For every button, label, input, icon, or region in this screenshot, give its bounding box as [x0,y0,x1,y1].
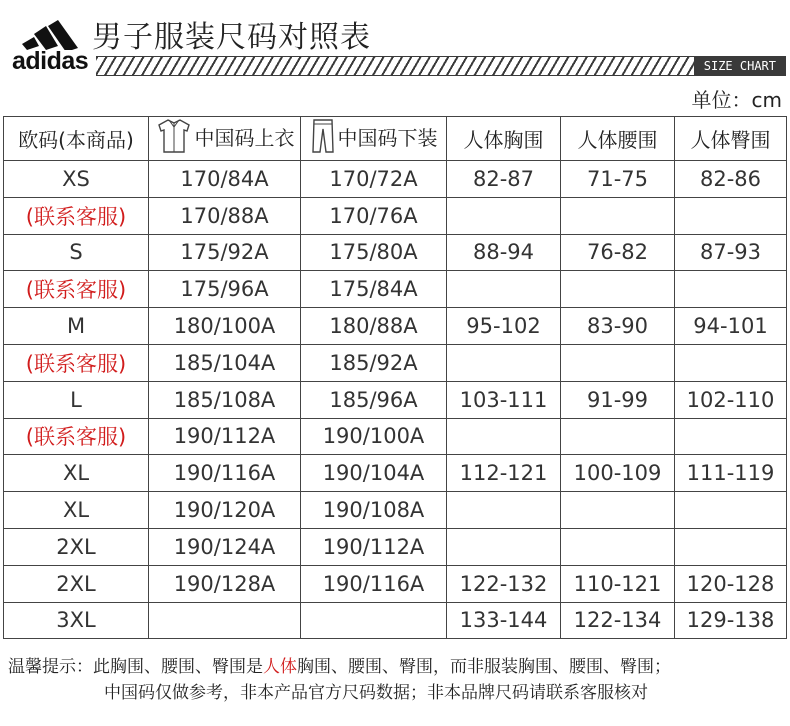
cell-bottom: 185/92A [301,344,447,381]
header-stripe-bar [96,56,786,76]
cell-top: 180/100A [149,308,301,345]
table-row [4,565,787,602]
cell-top [149,602,301,639]
size-chart-label: SIZE CHART [694,57,786,75]
cell-top: 170/88A [149,197,301,234]
cell-bottom [301,602,447,639]
header [0,0,790,80]
cell-chest: 82-87 [447,161,561,198]
table-header-row [4,117,787,161]
cell-bottom: 175/84A [301,271,447,308]
table-row [4,492,787,529]
table-row [4,418,787,455]
cell-top: 175/92A [149,234,301,271]
table-row [4,234,787,271]
cell-hip [675,492,787,529]
table-row [4,308,787,345]
cell-top: 190/128A [149,565,301,602]
cell-waist: 122-134 [561,602,675,639]
cell-chest: 133-144 [447,602,561,639]
cell-eu: XL [4,455,149,492]
cell-hip: 94-101 [675,308,787,345]
size-chart-table [3,116,787,639]
cell-top: 175/96A [149,271,301,308]
cell-hip [675,344,787,381]
cell-waist: 76-82 [561,234,675,271]
adidas-stripes-icon [20,20,88,50]
table-row [4,455,787,492]
cell-hip: 120-128 [675,565,787,602]
cell-eu: S [4,234,149,271]
cell-top: 190/116A [149,455,301,492]
cell-bottom: 180/88A [301,308,447,345]
footnote [8,654,788,706]
table-row [4,197,787,234]
cell-top: 185/104A [149,344,301,381]
brand-logo [12,20,94,76]
cell-chest [447,344,561,381]
cell-top: 185/108A [149,381,301,418]
cell-waist: 83-90 [561,308,675,345]
table-row [4,602,787,639]
cell-eu: M [4,308,149,345]
table-row [4,344,787,381]
footnote-line-1: 温馨提示：此胸围、腰围、臀围是人体胸围、腰围、臀围，而非服装胸围、腰围、臀围； [8,657,671,677]
cell-hip [675,271,787,308]
col-header-cn-bottom: 中国码下装 [301,117,447,161]
cell-waist [561,492,675,529]
footnote-line-2: 中国码仅做参考，非本产品官方尺码数据；非本品牌尺码请联系客服核对 [104,683,648,703]
cell-bottom: 190/116A [301,565,447,602]
col-header-waist: 人体腰围 [561,117,675,161]
cell-chest: 103-111 [447,381,561,418]
cell-waist [561,528,675,565]
cell-chest [447,418,561,455]
cell-hip [675,528,787,565]
cell-waist [561,271,675,308]
cell-hip: 102-110 [675,381,787,418]
table-row [4,271,787,308]
cell-bottom: 190/100A [301,418,447,455]
page-title: 男子服装尺码对照表 [92,20,371,55]
cell-chest [447,528,561,565]
brand-wordmark: adidas [12,47,89,75]
unit-label: 单位：cm [691,88,782,112]
cell-waist: 91-99 [561,381,675,418]
cell-eu: 2XL [4,565,149,602]
cell-hip [675,197,787,234]
cell-bottom: 170/76A [301,197,447,234]
cell-bottom: 190/112A [301,528,447,565]
col-header-eu: 欧码(本商品) [4,117,149,161]
cell-eu: (联系客服) [4,271,149,308]
trousers-icon [310,117,336,155]
cell-chest: 95-102 [447,308,561,345]
cell-eu: L [4,381,149,418]
cell-bottom: 190/104A [301,455,447,492]
cell-hip: 129-138 [675,602,787,639]
cell-chest: 122-132 [447,565,561,602]
cell-hip: 87-93 [675,234,787,271]
cell-chest: 112-121 [447,455,561,492]
cell-top: 190/112A [149,418,301,455]
table-row [4,528,787,565]
table-row [4,161,787,198]
cell-top: 190/120A [149,492,301,529]
cell-bottom: 185/96A [301,381,447,418]
shirt-icon [155,117,193,155]
cell-bottom: 175/80A [301,234,447,271]
cell-waist [561,197,675,234]
cell-bottom: 170/72A [301,161,447,198]
cell-waist: 110-121 [561,565,675,602]
cell-eu: XS [4,161,149,198]
cell-chest: 88-94 [447,234,561,271]
cell-chest [447,197,561,234]
footnote-highlight: 人体 [263,657,297,677]
cell-eu: (联系客服) [4,344,149,381]
cell-waist: 100-109 [561,455,675,492]
cell-top: 170/84A [149,161,301,198]
table-body [4,161,787,639]
cell-waist: 71-75 [561,161,675,198]
cell-eu: XL [4,492,149,529]
table-row [4,381,787,418]
cell-eu: (联系客服) [4,197,149,234]
cell-hip: 82-86 [675,161,787,198]
col-header-cn-top: 中国码上衣 [149,117,301,161]
cell-top: 190/124A [149,528,301,565]
cell-chest [447,271,561,308]
cell-hip [675,418,787,455]
cell-waist [561,344,675,381]
cell-bottom: 190/108A [301,492,447,529]
cell-eu: (联系客服) [4,418,149,455]
cell-chest [447,492,561,529]
cell-eu: 2XL [4,528,149,565]
cell-eu: 3XL [4,602,149,639]
cell-waist [561,418,675,455]
col-header-hip: 人体臀围 [675,117,787,161]
col-header-chest: 人体胸围 [447,117,561,161]
cell-hip: 111-119 [675,455,787,492]
